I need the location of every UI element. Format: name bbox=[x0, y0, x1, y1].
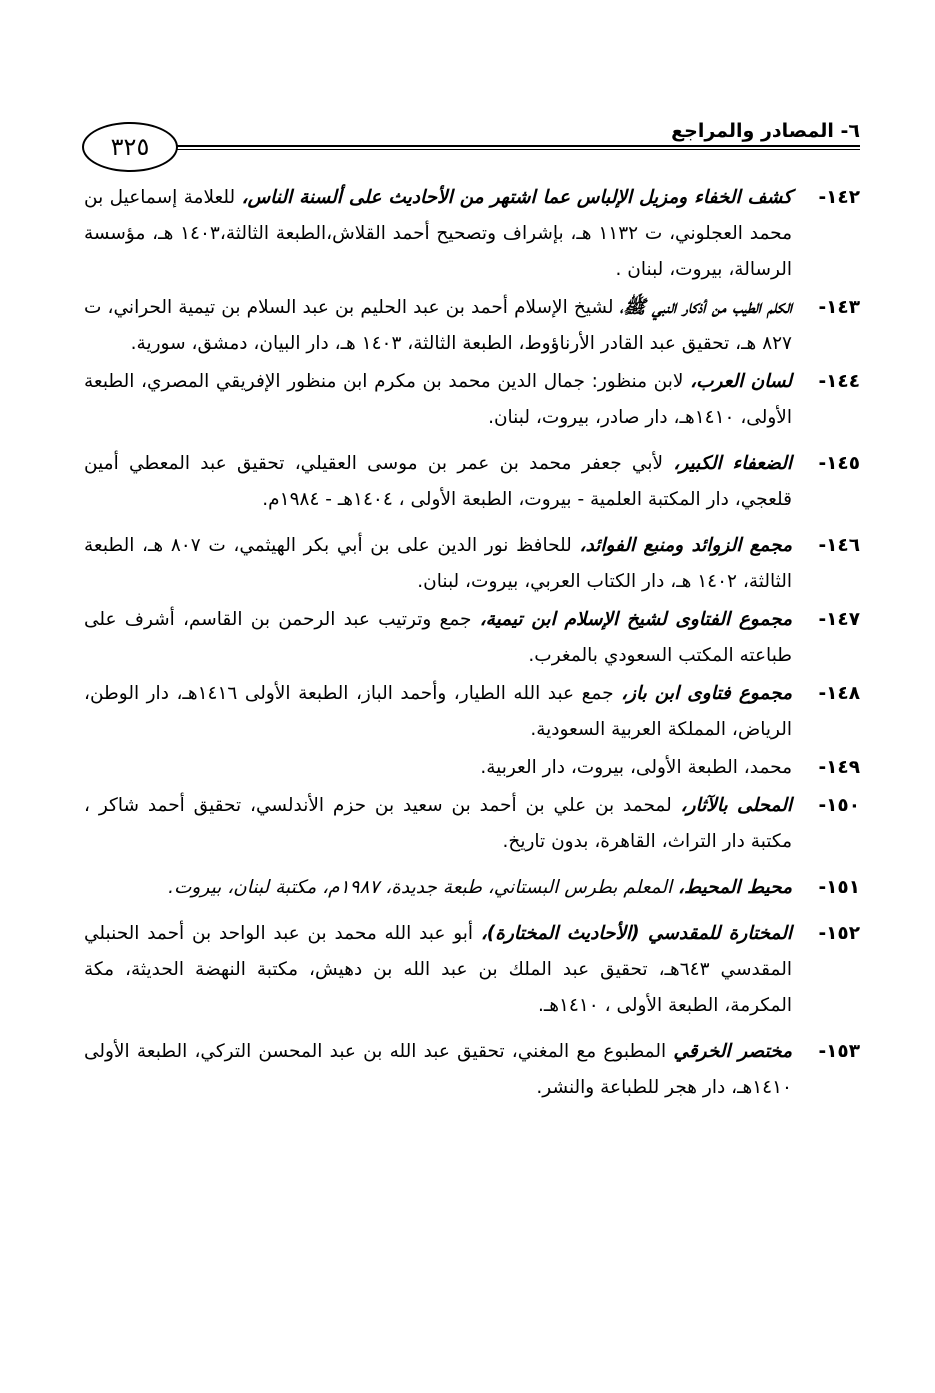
entry-title: الضعفاء الكبير، bbox=[673, 453, 792, 474]
entry-title: محيط المحيط، bbox=[678, 877, 792, 898]
entry-number: ١٤٨- bbox=[818, 683, 860, 704]
page-header bbox=[78, 118, 860, 161]
reference-entry bbox=[84, 290, 860, 362]
reference-entry bbox=[84, 180, 860, 288]
entry-title: مجمع الزوائد ومنبع الفوائد، bbox=[579, 535, 792, 556]
reference-entry bbox=[84, 676, 860, 748]
reference-entry bbox=[84, 916, 860, 1024]
entry-number: ١٤٦- bbox=[818, 535, 860, 556]
entry-number: ١٥٢- bbox=[818, 923, 860, 944]
reference-entry bbox=[84, 870, 860, 906]
reference-entry bbox=[84, 788, 860, 860]
reference-entry bbox=[84, 446, 860, 518]
entry-body: لشيخ الإسلام أحمد بن عبد الحليم بن عبد السلام بن تيمية الحراني، ت ٨٢٧ هـ، تحقيق عبد القادر الأرناؤوط، الطبعة الثالثة، ١٤٠٣ هـ، دار البيان، دمشق، سورية. bbox=[84, 297, 792, 354]
page-number: ٣٢٥ bbox=[82, 122, 178, 172]
entry-body: جمع وترتيب عبد الرحمن بن القاسم، أشرف على طباعته المكتب السعودي بالمغرب. bbox=[84, 609, 792, 666]
entry-number: ١٥٣- bbox=[818, 1041, 860, 1062]
entry-number: ١٤٣- bbox=[818, 297, 860, 318]
entry-body: المعلم بطرس البستاني، طبعة جديدة، ١٩٨٧م، مكتبة لبنان، بيروت. bbox=[168, 877, 679, 898]
reference-list bbox=[84, 180, 860, 1108]
entry-body: جمع عبد الله الطيار، وأحمد الباز، الطبعة الأولى ١٤١٦هـ، دار الوطن، الرياض، المملكة العربية السعودية. bbox=[84, 683, 792, 740]
entry-title: كشف الخفاء ومزيل الإلباس عما اشتهر من الأحاديث على ألسنة الناس، bbox=[241, 187, 793, 208]
entry-title: مجموع الفتاوى لشيخ الإسلام ابن تيمية، bbox=[479, 609, 793, 630]
reference-entry bbox=[84, 364, 860, 436]
entry-title: مجموع فتاوى ابن باز، bbox=[621, 683, 792, 704]
entry-body: للحافظ نور الدين على بن أبي بكر الهيثمي، ت ٨٠٧ هـ، الطبعة الثالثة، ١٤٠٢ هـ، دار الكتاب العربي، بيروت، لبنان. bbox=[84, 535, 792, 592]
reference-entry bbox=[84, 750, 860, 786]
entry-title: لسان العرب، bbox=[690, 371, 792, 392]
header-rule-thin bbox=[174, 149, 860, 150]
entry-body: للعلامة إسماعيل بن محمد العجلوني، ت ١١٣٢ هـ، بإشراف وتصحيح أحمد القلاش،الطبعة الثالثة،١٤٠٣ هـ، مؤسسة الرسالة، بيروت، لبنان . bbox=[84, 187, 792, 280]
entry-number: ١٤٥- bbox=[818, 453, 860, 474]
entry-body: لمحمد بن علي بن أحمد بن سعيد بن حزم الأندلسي، تحقيق أحمد شاكر ، مكتبة دار التراث، القاهرة، بدون تاريخ. bbox=[84, 795, 792, 852]
reference-entry bbox=[84, 528, 860, 600]
entry-number: ١٤٢- bbox=[818, 187, 860, 208]
reference-entry bbox=[84, 1034, 860, 1106]
entry-number: ١٤٤- bbox=[818, 371, 860, 392]
entry-title: المحلى بالآثار، bbox=[680, 795, 792, 816]
entry-title: الكلم الطيب من أذكار النبي ﷺ، bbox=[619, 297, 792, 318]
entry-title: مختصر الخرقي bbox=[673, 1041, 792, 1062]
entry-number: ١٥٠- bbox=[818, 795, 860, 816]
entry-body: محمد، الطبعة الأولى، بيروت، دار العربية. bbox=[480, 757, 792, 778]
entry-number: ١٥١- bbox=[818, 877, 860, 898]
entry-number: ١٤٩- bbox=[818, 757, 860, 778]
entry-body: لابن منظور: جمال الدين محمد بن مكرم ابن منظور الإفريقي المصري، الطبعة الأولى، ١٤١٠هـ، دار صادر، بيروت، لبنان. bbox=[84, 371, 792, 428]
running-title: ٦- المصادر والمراجع bbox=[671, 120, 860, 142]
entry-title: المختارة للمقدسي (الأحاديث المختارة)، bbox=[480, 923, 792, 944]
entry-body: المطبوع مع المغني، تحقيق عبد الله بن عبد المحسن التركي، الطبعة الأولى ١٤١٠هـ، دار هجر للطباعة والنشر. bbox=[84, 1041, 792, 1098]
entry-body: أبو عبد الله محمد بن عبد الواحد بن أحمد الحنبلي المقدسي ٦٤٣هـ، تحقيق عبد الملك بن عبد الله بن دهيش، مكتبة النهضة الحديثة، مكة المكرمة، الطبعة الأولى ، ١٤١٠هـ. bbox=[84, 923, 792, 1016]
entry-body: لأبي جعفر محمد بن عمر بن موسى العقيلي، تحقيق عبد المعطي أمين قلعجي، دار المكتبة العلمية - بيروت، الطبعة الأولى ، ١٤٠٤هـ - ١٩٨٤م. bbox=[84, 453, 792, 510]
header-rule bbox=[174, 145, 860, 147]
reference-entry bbox=[84, 602, 860, 674]
entry-number: ١٤٧- bbox=[818, 609, 860, 630]
